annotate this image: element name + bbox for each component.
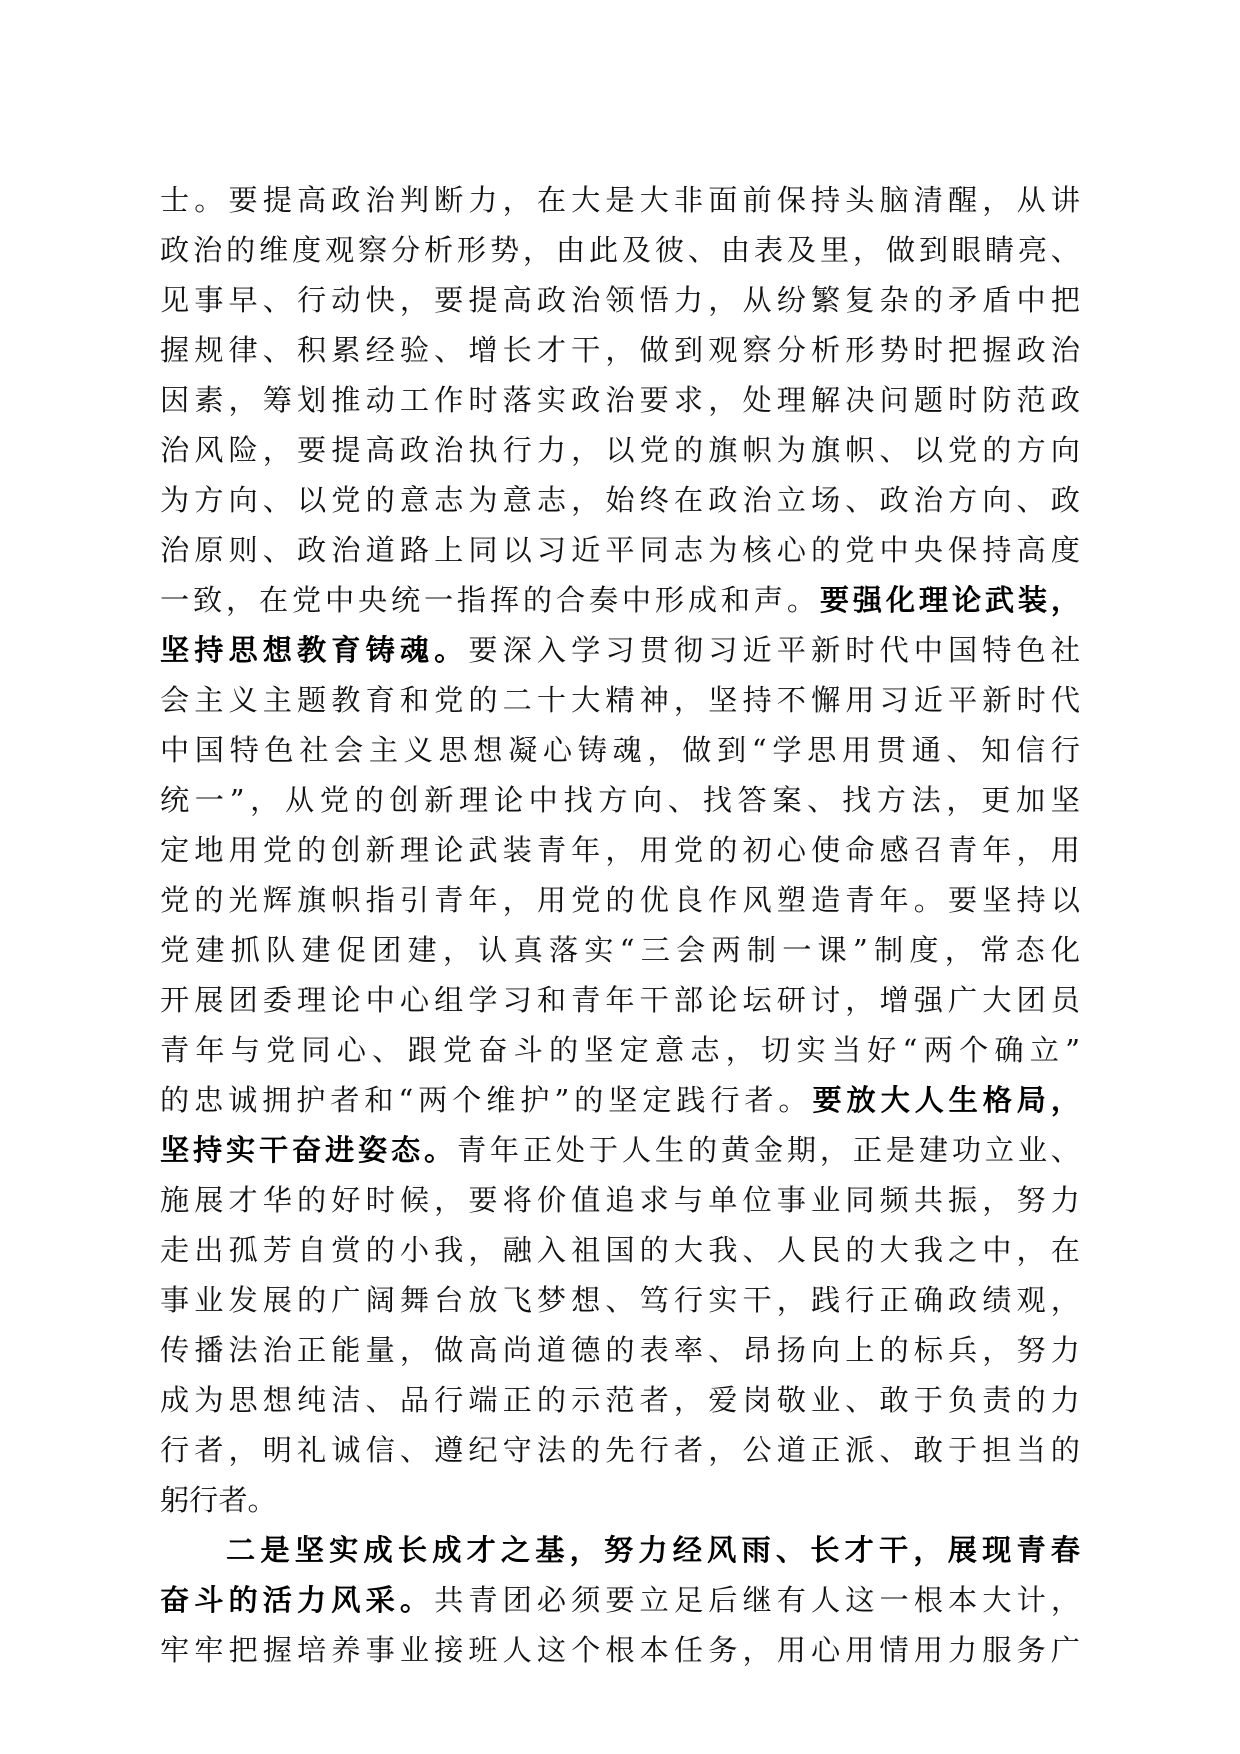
bold-heading-run: 要强化理论武装， (819, 583, 1080, 617)
text-line (160, 325, 1080, 375)
text-run: 政治的维度观察分析形势，由此及彼、由表及里，做到眼睛亮、 (160, 233, 1080, 267)
text-line (160, 425, 1080, 475)
text-line (160, 275, 1080, 325)
text-run: 士。要提高政治判断力，在大是大非面前保持头脑清醒，从讲 (160, 183, 1080, 217)
text-line (160, 1425, 1080, 1475)
text-line (160, 175, 1080, 225)
text-line (160, 825, 1080, 875)
text-run: 传播法治正能量，做高尚道德的表率、昂扬向上的标兵，努力 (160, 1333, 1080, 1367)
text-line (160, 775, 1080, 825)
bold-heading-run: 奋斗的活力风采。 (160, 1583, 435, 1617)
text-run: 行者，明礼诚信、遵纪守法的先行者，公道正派、敢于担当的 (160, 1433, 1080, 1467)
text-run: 治风险，要提高政治执行力，以党的旗帜为旗帜、以党的方向 (160, 433, 1080, 467)
text-line (160, 1575, 1080, 1625)
text-line (160, 975, 1080, 1025)
text-run: 一致，在党中央统一指挥的合奏中形成和声。 (160, 583, 820, 617)
text-line (160, 1125, 1080, 1175)
text-line (160, 225, 1080, 275)
bold-heading-run: 二是坚实成长成才之基，努力经风雨、长才干，展现青春 (226, 1533, 1080, 1567)
text-run: 牢牢把握培养事业接班人这个根本任务，用心用情用力服务广 (160, 1633, 1080, 1667)
text-run: 因素，筹划推动工作时落实政治要求，处理解决问题时防范政 (160, 383, 1080, 417)
text-run: 党的光辉旗帜指引青年，用党的优良作风塑造青年。要坚持以 (160, 883, 1080, 917)
text-line (160, 1275, 1080, 1325)
text-line (160, 475, 1080, 525)
text-line (160, 1025, 1080, 1075)
text-line (160, 675, 1080, 725)
bold-heading-run: 坚持思想教育铸魂。 (160, 633, 469, 667)
text-run: 施展才华的好时候，要将价值追求与单位事业同频共振，努力 (160, 1183, 1080, 1217)
text-line (160, 1075, 1080, 1125)
text-line (160, 575, 1080, 625)
bold-heading-run: 坚持实干奋进姿态。 (160, 1133, 457, 1167)
text-line (160, 1375, 1080, 1425)
text-run: 共青团必须要立足后继有人这一根本大计， (434, 1583, 1080, 1617)
body-text (160, 175, 1080, 1675)
text-line (160, 1175, 1080, 1225)
text-line (160, 725, 1080, 775)
text-run: 党建抓队建促团建，认真落实“三会两制一课”制度，常态化 (160, 933, 1080, 967)
text-run: 开展团委理论中心组学习和青年干部论坛研讨，增强广大团员 (160, 983, 1080, 1017)
section-heading-line (160, 1525, 1080, 1575)
text-line (160, 1325, 1080, 1375)
text-run: 会主义主题教育和党的二十大精神，坚持不懈用习近平新时代 (160, 683, 1080, 717)
text-run: 事业发展的广阔舞台放飞梦想、笃行实干，践行正确政绩观， (160, 1283, 1080, 1317)
bold-heading-run: 要放大人生格局， (812, 1083, 1080, 1117)
text-run: 中国特色社会主义思想凝心铸魂，做到“学思用贯通、知信行 (160, 733, 1080, 767)
text-run: 治原则、政治道路上同以习近平同志为核心的党中央保持高度 (160, 533, 1080, 567)
text-run: 走出孤芳自赏的小我，融入祖国的大我、人民的大我之中，在 (160, 1233, 1080, 1267)
text-run: 定地用党的创新理论武装青年，用党的初心使命感召青年，用 (160, 833, 1080, 867)
text-line (160, 625, 1080, 675)
text-run: 的忠诚拥护者和“两个维护”的坚定践行者。 (160, 1083, 813, 1117)
text-run: 见事早、行动快，要提高政治领悟力，从纷繁复杂的矛盾中把 (160, 283, 1080, 317)
text-line (160, 1475, 1080, 1525)
text-line (160, 375, 1080, 425)
text-line (160, 1625, 1080, 1675)
text-run: 为方向、以党的意志为意志，始终在政治立场、政治方向、政 (160, 483, 1080, 517)
text-run: 青年与党同心、跟党奋斗的坚定意志，切实当好“两个确立” (160, 1033, 1080, 1067)
text-run: 统一”，从党的创新理论中找方向、找答案、找方法，更加坚 (160, 783, 1080, 817)
text-line (160, 925, 1080, 975)
text-line (160, 525, 1080, 575)
text-line (160, 1225, 1080, 1275)
text-run: 握规律、积累经验、增长才干，做到观察分析形势时把握政治 (160, 333, 1080, 367)
text-line (160, 875, 1080, 925)
text-run: 躬行者。 (160, 1483, 277, 1517)
text-run: 青年正处于人生的黄金期，正是建功立业、 (456, 1133, 1080, 1167)
text-run: 成为思想纯洁、品行端正的示范者，爱岗敬业、敢于负责的力 (160, 1383, 1080, 1417)
text-run: 要深入学习贯彻习近平新时代中国特色社 (468, 633, 1080, 667)
